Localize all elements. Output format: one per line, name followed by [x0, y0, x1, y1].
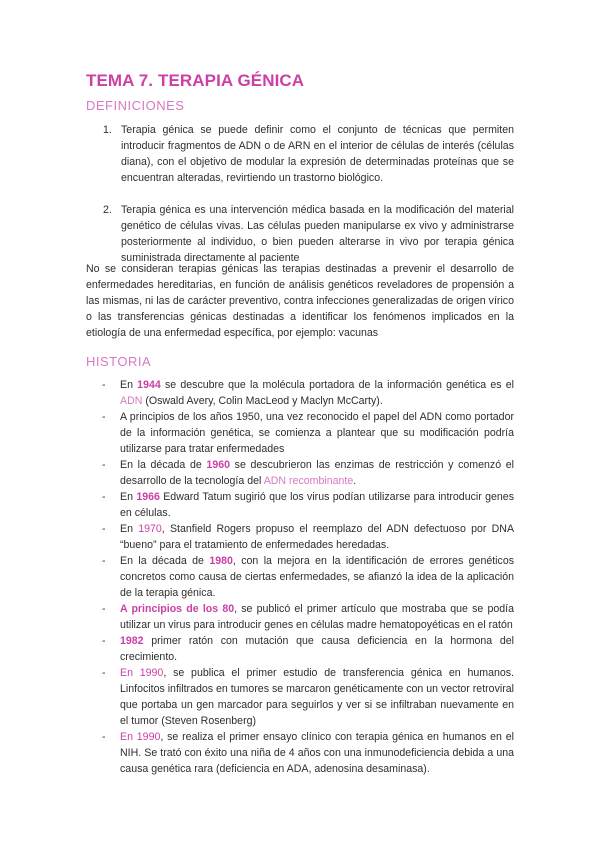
- definition-item: [86, 202, 514, 266]
- definitions-list: [86, 122, 514, 266]
- bullet-dash: -: [102, 555, 106, 567]
- year-highlight: 1960: [206, 459, 230, 471]
- term-highlight: ADN recombinante: [263, 475, 354, 487]
- section-heading-historia: HISTORIA: [86, 354, 152, 369]
- section-heading-definiciones: DEFINICIONES: [86, 98, 185, 113]
- history-item: - En la década de 1980, con la mejora en la identificación de errores genéticos concretos como causa de ciertas enfermedades, se afianzó la idea de la aplicación de la terapia génica.: [102, 555, 515, 599]
- year-highlight: A principios de los 80: [120, 603, 235, 615]
- bullet-dash: -: [102, 491, 106, 503]
- year-highlight: En 1990: [120, 667, 164, 679]
- page-title: TEMA 7. TERAPIA GÉNICA: [86, 71, 305, 90]
- bullet-dash: -: [102, 459, 106, 471]
- year-highlight: 1944: [137, 379, 161, 391]
- definition-number: 2.: [103, 204, 112, 216]
- history-item: - En 1944 se descubre que la molécula portadora de la información genética es el ADN (Oswald Avery, Colin MacLeod y Maclyn McCarty).: [102, 379, 514, 407]
- bullet-dash: -: [102, 411, 106, 423]
- history-item: - A principios de los años 1950, una vez reconocido el papel del ADN como portador de la información genética, se comienza a plantear que su modificación podría utilizarse para tratar enfermedades: [102, 411, 514, 455]
- bullet-dash: -: [102, 667, 106, 679]
- history-item: - En la década de 1960 se descubrieron las enzimas de restricción y comenzó el desarrollo de la tecnología del ADN recombinante.: [102, 459, 515, 487]
- body-paragraph: No se consideran terapias génicas las terapias destinadas a prevenir el desarrollo de enfermedades hereditarias, en función de análisis genéticos reveladores de propensión a las mismas, ni las de carácter preventivo, contra infecciones generalizadas de origen vírico o las transferencias génicas destinadas a identificar los fenómenos implicados en la etiología de una enfermedad específica, por ejemplo: vacunas: [86, 263, 514, 339]
- term-highlight: ADN: [120, 395, 143, 407]
- year-highlight: 1982: [120, 635, 144, 647]
- bullet-dash: -: [102, 635, 106, 647]
- definition-text: Terapia génica es una intervención médica basada en la modificación del material genético de células vivas. Las células pueden manipularse ex vivo y administrarse posteriormente al individuo, o bien pueden alterarse in vivo por terapia génica suministrada directamente al paciente: [121, 204, 514, 264]
- year-highlight: 1980: [209, 555, 233, 567]
- definition-item: [86, 122, 514, 186]
- definition-number: 1.: [103, 124, 112, 136]
- bullet-dash: -: [102, 379, 106, 391]
- year-highlight: 1970: [138, 523, 162, 535]
- year-highlight: En 1990: [120, 731, 161, 743]
- history-item: - En 1970, Stanfield Rogers propuso el reemplazo del ADN defectuoso por DNA “bueno” para el tratamiento de enfermedades heredadas.: [102, 523, 515, 551]
- bullet-dash: -: [102, 731, 106, 743]
- year-highlight: 1966: [136, 491, 160, 503]
- history-item: - En 1966 Edward Tatum sugirió que los virus podían utilizarse para introducir genes en células.: [102, 491, 514, 519]
- definition-text: Terapia génica se puede definir como el conjunto de técnicas que permiten introducir fragmentos de ADN o de ARN en el interior de células de interés (células diana), con el objetivo de modular la expresión de determinadas proteínas que se encuentran alteradas, revirtiendo un trastorno biológico.: [121, 124, 514, 184]
- bullet-dash: -: [102, 523, 106, 535]
- history-item: - 1982 primer ratón con mutación que causa deficiencia en la hormona del crecimiento.: [102, 635, 514, 663]
- bullet-dash: -: [102, 603, 106, 615]
- history-list: [86, 377, 514, 777]
- history-item: - En 1990, se publica el primer estudio de transferencia génica en humanos. Linfocitos infiltrados en tumores se marcaron genéticamente con un vector retroviral que portaba un gen marcador para seguirlos y ver si se infiltraban nuevamente en el tumor (Steven Rosenberg): [102, 667, 515, 727]
- history-item: - En 1990, se realiza el primer ensayo clínico con terapia génica en humanos en el NIH. Se trató con éxito una niña de 4 años con una inmunodeficiencia debida a una causa genética rara (deficiencia en ADA, adenosina desaminasa).: [102, 731, 514, 775]
- history-item: - A principios de los 80, se publicó el primer artículo que mostraba que se podía utilizar un virus para introducir genes en células madre hematopoyéticas en el ratón: [102, 603, 514, 631]
